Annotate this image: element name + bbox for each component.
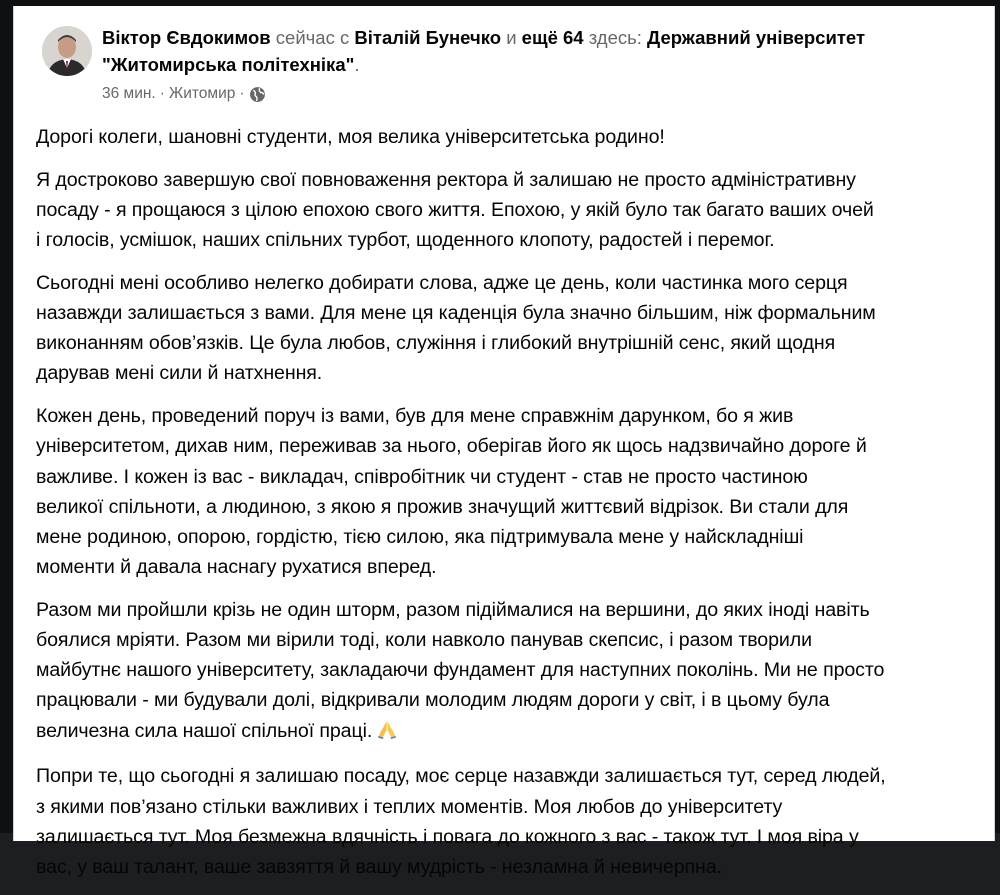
globe-icon[interactable]: [249, 86, 266, 103]
timestamp-link[interactable]: 36 мин.: [102, 85, 156, 102]
meta-separator-2: ·: [239, 85, 245, 102]
avatar[interactable]: [42, 26, 92, 76]
post-header-text: [102, 24, 972, 78]
author-name-link[interactable]: Віктор Євдокимов: [102, 27, 271, 48]
post-body: [36, 122, 981, 895]
post-paragraph-text: Разом ми пройшли крізь не один шторм, разом підіймалися на вершини, до яких іноді навіть боялися мріяти. Разом ми вірили тоді, коли навколо панував скепсис, і разом творили майбутнє нашого університету, закладаючи фундамент для наступних поколінь. Ми не просто працювали - ми будували долі, відкривали молодим людям дороги у світ, і в цьому була величезна сила нашої спільної праці.: [36, 598, 885, 742]
time-word: сейчас с: [275, 27, 350, 48]
post-paragraph: Я достроково завершую свої повноваження ректора й залишаю не просто адміністративну посаду - я прощаюся з цілою епохою свого життя. Епохою, у якій було так багато ваших очей і голосів, усмішок, наших спільних турбот, щоденного клопоту, радостей і перемог.: [36, 168, 874, 252]
here-word: здесь:: [588, 27, 642, 48]
place-link[interactable]: Державний університет "Житомирська політехніка": [102, 27, 866, 75]
header-period: .: [354, 54, 360, 75]
post-paragraph: Сьогодні мені особливо нелегко добирати слова, адже це день, коли частинка мого серця назавжди залишається з вами. Для мене ця каденція була значно більшим, ніж формальним виконанням обов’язків. Це була любов, служіння і глибокий внутрішній сенс, який щодня дарував мені сили й натхнення.: [36, 271, 876, 385]
location-link[interactable]: Житомир: [168, 85, 236, 102]
post-meta: [102, 85, 266, 103]
post-paragraph: Попри те, що сьогодні я залишаю посаду, моє серце назавжди залишається тут, серед людей, з якими пов’язано стільки важливих і теплих моментів. Моя любов до університету залишається тут. Моя безмежна вдячність і повага до кожного з вас - також тут. І моя віра у вас, у ваш талант, ваше завзяття й вашу мудрість - незламна й невичерпна.: [36, 765, 886, 878]
and-word: и: [506, 27, 517, 48]
others-link[interactable]: ещё 64: [521, 27, 584, 48]
post-paragraph: Кожен день, проведений поруч із вами, був для мене справжнім дарунком, бо я жив університетом, дихав ним, переживав за нього, оберігав його як щось надзвичайно дороге й важливе. І кожен із вас - викладач, співробітник чи студент - став не просто частиною великої спільноти, а людиною, з якою я прожив значущий життєвий відрізок. Ви стали для мене родиною, опорою, гордістю, тією силою, яка підтримувала мене у найскладніші моменти й давала наснагу рухатися вперед.: [36, 405, 867, 579]
meta-separator: ·: [159, 85, 165, 102]
post-card: [13, 6, 995, 878]
praying-hands-icon: [376, 718, 398, 749]
post-paragraph-with-emoji: [36, 595, 981, 749]
post-paragraph: Дорогі колеги, шановні студенти, моя велика університетська родино!: [36, 126, 665, 148]
tagged-person-link[interactable]: Віталій Бунечко: [354, 27, 502, 48]
